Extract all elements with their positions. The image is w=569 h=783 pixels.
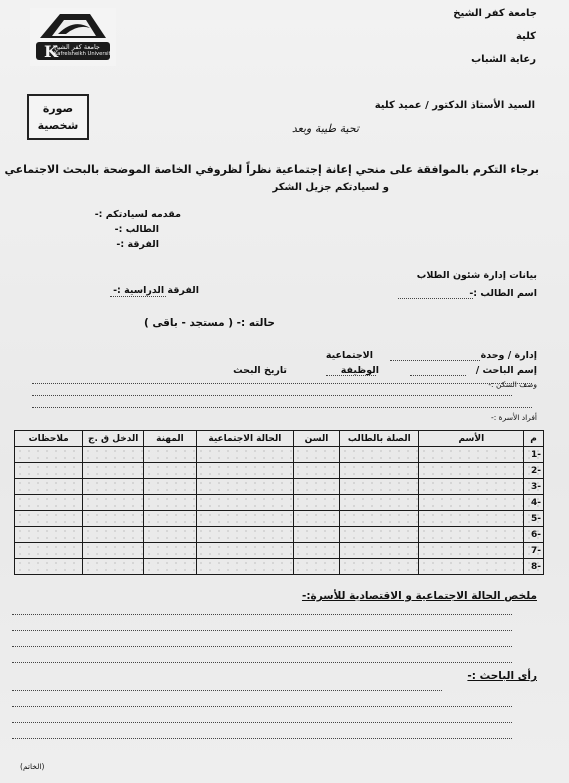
table-row (15, 447, 544, 463)
residence-label: وصف السكن :- (488, 380, 537, 389)
stamp-label: (الخاتم) (20, 762, 45, 771)
researcher-name: إسم الباحث / (475, 365, 537, 376)
row-index: -4 (524, 495, 544, 511)
researcher-dept: إدارة / وحدة (480, 350, 537, 361)
youth-care-label: رعاية الشباب (471, 54, 536, 65)
opinion-label: رأى الباحث :- (467, 670, 537, 682)
request-line-2: و لسيادتكم جزيل الشكر (272, 182, 389, 193)
table-header-row (15, 431, 544, 447)
col-header-name: الأسم (419, 431, 524, 447)
table-row (15, 511, 544, 527)
logo-text-ar: جامعة كفر الشيخ (54, 43, 100, 51)
col-header-age: السن (293, 431, 339, 447)
row-index: -6 (524, 527, 544, 543)
personal-photo-box (27, 94, 89, 140)
summary-line-2 (12, 630, 512, 631)
summary-line-4 (12, 662, 512, 663)
summary-label: ملخص الحالة الاجتماعية و الاقتصادية للأسرة:- (301, 590, 537, 602)
row-index: -2 (524, 463, 544, 479)
photo-label-2: شخصية (37, 119, 79, 132)
submitter-intro: مقدمه لسيادتكم :- (94, 209, 181, 220)
research-line-1 (32, 383, 532, 384)
summary-line-1 (12, 614, 512, 615)
study-level-line (110, 296, 166, 297)
table-row (15, 495, 544, 511)
faculty-label: كلية (515, 31, 536, 42)
row-index: -5 (524, 511, 544, 527)
row-index: -8 (524, 559, 544, 575)
table-row (15, 479, 544, 495)
table-row (15, 527, 544, 543)
addressee-line: السيد الأستاذ الدكتور / عميد كلية (374, 100, 535, 111)
affairs-student-name: اسم الطالب :- (469, 288, 537, 299)
table-row (15, 559, 544, 575)
affairs-title: بيانات إدارة شئون الطلاب (416, 270, 537, 281)
opinion-line-2 (12, 706, 512, 707)
affairs-status: حالته :- ( مستجد - باقى ) (143, 317, 275, 329)
col-header-index: م (524, 431, 544, 447)
residence-line-1 (32, 395, 512, 396)
university-name: جامعة كفر الشيخ (453, 8, 537, 19)
residence-line-2 (32, 407, 532, 408)
affairs-study-level: الفرقة الدراسية :- (113, 285, 199, 296)
row-index: -3 (524, 479, 544, 495)
logo-text-en: Kafrelsheikh University (54, 51, 114, 57)
student-name-line (398, 298, 473, 299)
summary-line-3 (12, 646, 512, 647)
family-members-label: أفراد الأسرة :- (491, 413, 537, 422)
table-row (15, 463, 544, 479)
request-line-1: برجاء التكرم بالموافقة على منحي إعانة إجتماعية نظراً لظروفي الخاصة الموضحة بالبحث الاجتماعي (4, 163, 539, 176)
researcher-job: الوظيفة (340, 365, 379, 376)
dept-line (390, 360, 480, 361)
col-header-relation: الصلة بالطالب (340, 431, 419, 447)
researcher-social: الاجتماعية (325, 350, 373, 361)
photo-label-1: صورة (42, 102, 74, 115)
researcher-date: تاريخ البحث (233, 365, 287, 376)
family-table (14, 430, 544, 575)
table-row (15, 543, 544, 559)
submitter-student: الطالب :- (114, 224, 159, 235)
svg-text:K: K (44, 42, 58, 61)
university-logo (30, 8, 116, 66)
opinion-line-1 (12, 690, 442, 691)
opinion-line-4 (12, 738, 512, 739)
col-header-income: الدخل ق .ج (83, 431, 144, 447)
col-header-social-status: الحالة الاجتماعية (196, 431, 293, 447)
row-index: -1 (524, 447, 544, 463)
row-index: -7 (524, 543, 544, 559)
submitter-level: الفرقة :- (116, 239, 159, 250)
salutation: تحية طيبة وبعد (291, 122, 359, 135)
col-header-notes: ملاحظات (15, 431, 83, 447)
job-line (326, 375, 376, 376)
opinion-line-3 (12, 722, 512, 723)
col-header-job: المهنة (144, 431, 197, 447)
researcher-name-line (410, 375, 466, 376)
